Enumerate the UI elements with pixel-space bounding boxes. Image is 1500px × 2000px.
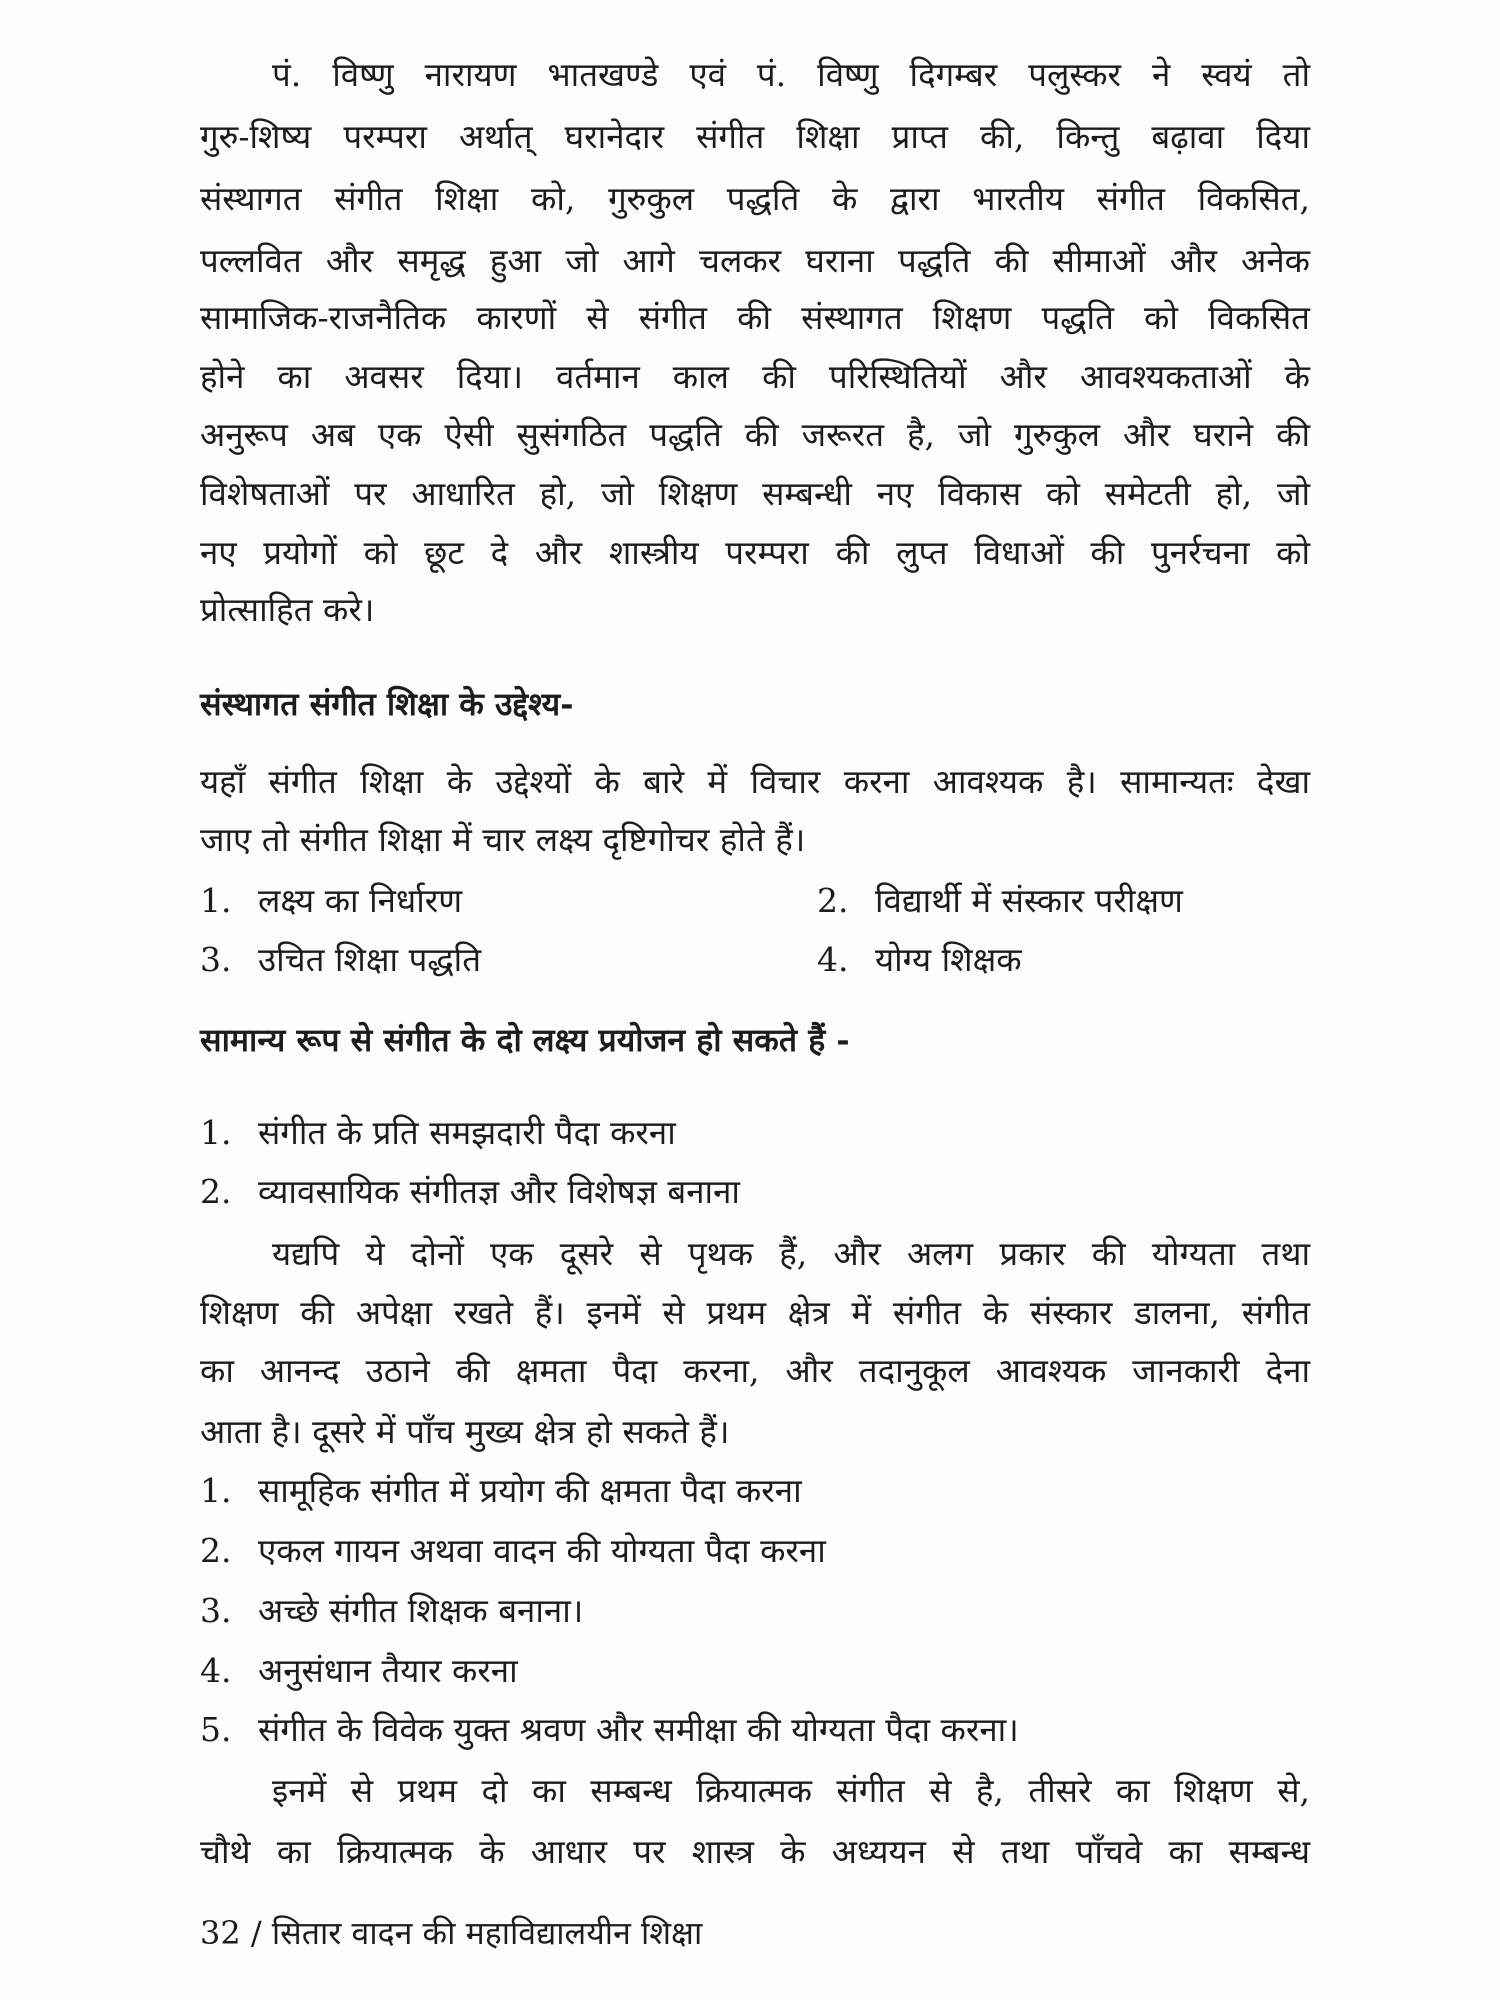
item-number: 1. xyxy=(200,881,232,920)
item-text: एकल गायन अथवा वादन की योग्यता पैदा करना xyxy=(258,1531,826,1570)
text-line: का आनन्द उठाने की क्षमता पैदा करना, और तदानुकूल आवश्यक जानकारी देना xyxy=(200,1351,1310,1390)
list-item xyxy=(200,1110,676,1156)
item-number: 3. xyxy=(200,940,232,979)
item-text: सामूहिक संगीत में प्रयोग की क्षमता पैदा करना xyxy=(258,1471,802,1510)
text-line: नए प्रयोगों को छूट दे और शास्त्रीय परम्परा की लुप्त विधाओं की पुनर्रचना को xyxy=(200,533,1310,572)
text-line: चौथे का क्रियात्मक के आधार पर शास्त्र के अध्ययन से तथा पाँचवे का सम्बन्ध xyxy=(200,1832,1310,1871)
item-text: योग्य शिक्षक xyxy=(875,940,1022,979)
list-item xyxy=(200,1528,826,1574)
item-text: व्यावसायिक संगीतज्ञ और विशेषज्ञ बनाना xyxy=(258,1172,740,1211)
item-text: संगीत के प्रति समझदारी पैदा करना xyxy=(258,1113,676,1152)
list-item xyxy=(817,878,1183,924)
item-number: 2. xyxy=(200,1531,232,1570)
item-number: 5. xyxy=(200,1710,232,1749)
list-item xyxy=(200,1648,518,1694)
list-item xyxy=(200,1588,583,1634)
item-text: संगीत के विवेक युक्त श्रवण और समीक्षा की योग्यता पैदा करना। xyxy=(258,1710,1019,1749)
item-text: उचित शिक्षा पद्धति xyxy=(258,940,482,979)
text-line: विशेषताओं पर आधारित हो, जो शिक्षण सम्बन्धी नए विकास को समेटती हो, जो xyxy=(200,474,1310,513)
section-heading: सामान्य रूप से संगीत के दो लक्ष्य प्रयोजन हो सकते हैं - xyxy=(200,1021,850,1059)
list-item xyxy=(200,878,462,924)
item-text: अनुसंधान तैयार करना xyxy=(258,1651,518,1690)
list-item xyxy=(200,937,481,983)
list-item xyxy=(817,937,1022,983)
text-line: होने का अवसर दिया। वर्तमान काल की परिस्थितियों और आवश्यकताओं के xyxy=(200,357,1310,396)
text-line: जाए तो संगीत शिक्षा में चार लक्ष्य दृष्टिगोचर होते हैं। xyxy=(200,820,806,859)
list-item xyxy=(200,1468,802,1514)
text-line: पल्लवित और समृद्ध हुआ जो आगे चलकर घराना पद्धति की सीमाओं और अनेक xyxy=(200,241,1310,280)
item-text: लक्ष्य का निर्धारण xyxy=(258,881,463,920)
item-number: 1. xyxy=(200,1471,232,1510)
text-line: यहाँ संगीत शिक्षा के उद्देश्यों के बारे में विचार करना आवश्यक है। सामान्यतः देखा xyxy=(200,762,1310,801)
text-line: यद्यपि ये दोनों एक दूसरे से पृथक हैं, और अलग प्रकार की योग्यता तथा xyxy=(272,1234,1310,1273)
item-number: 2. xyxy=(200,1172,232,1211)
page-footer: 32 / सितार वादन की महाविद्यालयीन शिक्षा xyxy=(200,1914,703,1952)
text-line: अनुरूप अब एक ऐसी सुसंगठित पद्धति की जरूरत है, जो गुरुकुल और घराने की xyxy=(200,415,1310,454)
item-text: अच्छे संगीत शिक्षक बनाना। xyxy=(258,1591,584,1630)
list-item xyxy=(200,1169,740,1215)
item-number: 4. xyxy=(817,940,849,979)
text-line: प्रोत्साहित करे। xyxy=(200,590,375,629)
list-item xyxy=(200,1707,1019,1753)
text-line: शिक्षण की अपेक्षा रखते हैं। इनमें से प्रथम क्षेत्र में संगीत के संस्कार डालना, संगीत xyxy=(200,1293,1310,1332)
text-line: आता है। दूसरे में पाँच मुख्य क्षेत्र हो सकते हैं। xyxy=(200,1412,730,1451)
text-line: इनमें से प्रथम दो का सम्बन्ध क्रियात्मक संगीत से है, तीसरे का शिक्षण से, xyxy=(272,1771,1310,1810)
text-line: गुरु-शिष्य परम्परा अर्थात् घरानेदार संगीत शिक्षा प्राप्त की, किन्तु बढ़ावा दिया xyxy=(200,117,1310,156)
text-line: संस्थागत संगीत शिक्षा को, गुरुकुल पद्धति के द्वारा भारतीय संगीत विकसित, xyxy=(200,179,1310,218)
text-line: पं. विष्णु नारायण भातखण्डे एवं पं. विष्णु दिगम्बर पलुस्कर ने स्वयं तो xyxy=(272,55,1310,94)
item-number: 4. xyxy=(200,1651,232,1690)
item-number: 2. xyxy=(817,881,849,920)
text-line: सामाजिक-राजनैतिक कारणों से संगीत की संस्थागत शिक्षण पद्धति को विकसित xyxy=(200,298,1310,337)
section-heading: संस्थागत संगीत शिक्षा के उद्देश्य- xyxy=(200,685,574,723)
item-number: 3. xyxy=(200,1591,232,1630)
item-number: 1. xyxy=(200,1113,232,1152)
item-text: विद्यार्थी में संस्कार परीक्षण xyxy=(875,881,1183,920)
